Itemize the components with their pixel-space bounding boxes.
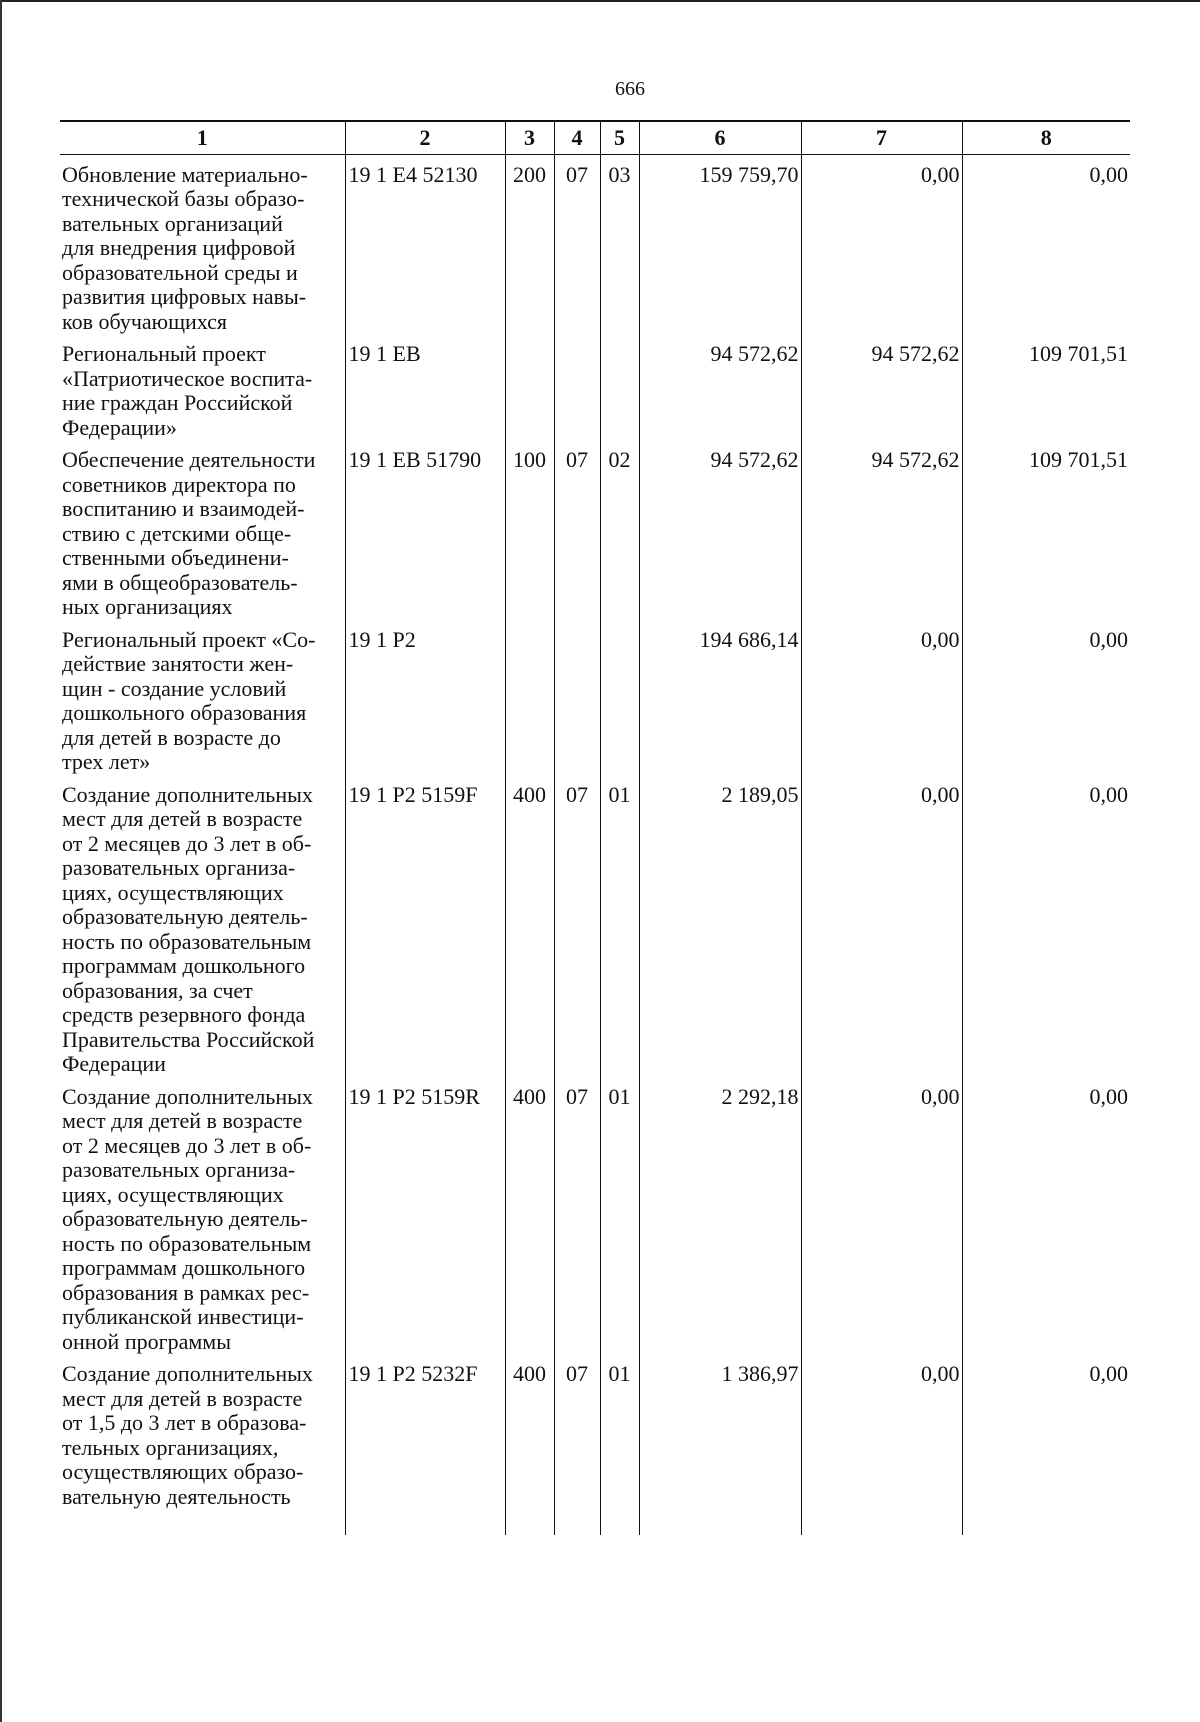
row-col-5: 03 (600, 154, 639, 334)
row-name-text: Региональный проект «Со- действие занятости жен- щин - создание условий дошкольного образования для детей в возрасте до трех лет» (62, 626, 316, 774)
row-col-6: 194 686,14 (639, 620, 801, 775)
table-row (60, 440, 1130, 620)
column-header: 6 (639, 121, 801, 154)
row-name-text: Региональный проект «Патриотическое воспита- ние граждан Российской Федерации» (62, 341, 313, 440)
tail-cell (345, 1509, 505, 1535)
row-col-7: 0,00 (801, 620, 962, 775)
row-name-text: Создание дополнительных мест для детей в возрасте от 2 месяцев до 3 лет в об- разовательных организа- циях, осуществляющих образовательную деятель- ность по образовательным программам дошкольного образования в рамках рес- публиканской инвестици- онной программы (62, 1083, 313, 1354)
tail-cell (600, 1509, 639, 1535)
page-top-border (0, 0, 1200, 2)
column-header: 3 (505, 121, 554, 154)
row-name-text: Обеспечение деятельности советников директора по воспитанию и взаимодей- ствию с детскими обще- ственными объединени- ями в общеобразователь- ных организациях (62, 447, 316, 619)
row-col-5 (600, 620, 639, 775)
row-col-5: 01 (600, 1354, 639, 1509)
row-col-6: 1 386,97 (639, 1354, 801, 1509)
table-row (60, 775, 1130, 1077)
row-code: 19 1 P2 (345, 620, 505, 775)
row-col-7: 0,00 (801, 1354, 962, 1509)
row-col-6: 2 292,18 (639, 1077, 801, 1355)
table-row (60, 1354, 1130, 1509)
row-name (60, 334, 345, 440)
table-row (60, 1077, 1130, 1355)
row-col-6: 94 572,62 (639, 440, 801, 620)
row-col-3 (505, 620, 554, 775)
row-name-text: Создание дополнительных мест для детей в возрасте от 2 месяцев до 3 лет в об- разовательных организа- циях, осуществляющих образовательную деятель- ность по образовательным программам дошкольного образования, за счет средств резервного фонда Правительства Российской Федерации (62, 781, 315, 1076)
row-col-4 (554, 620, 600, 775)
row-col-8: 0,00 (962, 1354, 1130, 1509)
row-name (60, 775, 345, 1077)
row-code: 19 1 EB (345, 334, 505, 440)
row-col-3: 400 (505, 1354, 554, 1509)
tail-cell (962, 1509, 1130, 1535)
row-col-8: 0,00 (962, 154, 1130, 334)
tail-cell (801, 1509, 962, 1535)
row-col-7: 0,00 (801, 154, 962, 334)
column-header: 5 (600, 121, 639, 154)
row-col-3: 100 (505, 440, 554, 620)
column-header: 7 (801, 121, 962, 154)
table-row (60, 620, 1130, 775)
column-header: 4 (554, 121, 600, 154)
row-col-8: 0,00 (962, 620, 1130, 775)
row-col-8: 0,00 (962, 1077, 1130, 1355)
row-col-6: 2 189,05 (639, 775, 801, 1077)
row-col-7: 0,00 (801, 775, 962, 1077)
row-name (60, 1354, 345, 1509)
tail-cell (60, 1509, 345, 1535)
page-number: 666 (615, 78, 645, 100)
row-col-5 (600, 334, 639, 440)
row-code: 19 1 P2 5232F (345, 1354, 505, 1509)
row-col-8: 0,00 (962, 775, 1130, 1077)
row-col-4: 07 (554, 775, 600, 1077)
row-col-4: 07 (554, 1354, 600, 1509)
row-col-8: 109 701,51 (962, 440, 1130, 620)
row-col-5: 01 (600, 775, 639, 1077)
page-left-border (0, 0, 2, 1722)
tail-cell (554, 1509, 600, 1535)
column-header: 1 (60, 121, 345, 154)
row-col-3: 400 (505, 775, 554, 1077)
row-name-text: Обновление материально- технической базы образо- вательных организаций для внедрения цифровой образовательной среды и развития цифровых навы- ков обучающихся (62, 161, 308, 334)
row-col-4: 07 (554, 440, 600, 620)
row-col-4: 07 (554, 154, 600, 334)
row-col-5: 01 (600, 1077, 639, 1355)
row-col-7: 94 572,62 (801, 440, 962, 620)
table-row (60, 334, 1130, 440)
row-col-8: 109 701,51 (962, 334, 1130, 440)
row-col-3: 400 (505, 1077, 554, 1355)
table-row-tail (60, 1509, 1130, 1535)
row-col-6: 94 572,62 (639, 334, 801, 440)
row-name (60, 1077, 345, 1355)
row-col-7: 94 572,62 (801, 334, 962, 440)
row-name (60, 620, 345, 775)
table-row (60, 154, 1130, 334)
row-name-text: Создание дополнительных мест для детей в возрасте от 1,5 до 3 лет в образова- тельных организациях, осуществляющих образо- вательную деятельность (62, 1361, 313, 1509)
row-col-4 (554, 334, 600, 440)
budget-table (60, 120, 1130, 1535)
row-code: 19 1 P2 5159R (345, 1077, 505, 1355)
tail-cell (505, 1509, 554, 1535)
column-header: 8 (962, 121, 1130, 154)
row-col-7: 0,00 (801, 1077, 962, 1355)
row-col-4: 07 (554, 1077, 600, 1355)
row-code: 19 1 P2 5159F (345, 775, 505, 1077)
row-col-5: 02 (600, 440, 639, 620)
row-code: 19 1 EB 51790 (345, 440, 505, 620)
tail-cell (639, 1509, 801, 1535)
row-name (60, 440, 345, 620)
column-header: 2 (345, 121, 505, 154)
row-col-3 (505, 334, 554, 440)
row-col-3: 200 (505, 154, 554, 334)
row-col-6: 159 759,70 (639, 154, 801, 334)
row-name (60, 154, 345, 334)
row-code: 19 1 E4 52130 (345, 154, 505, 334)
table-header-row (60, 121, 1130, 154)
